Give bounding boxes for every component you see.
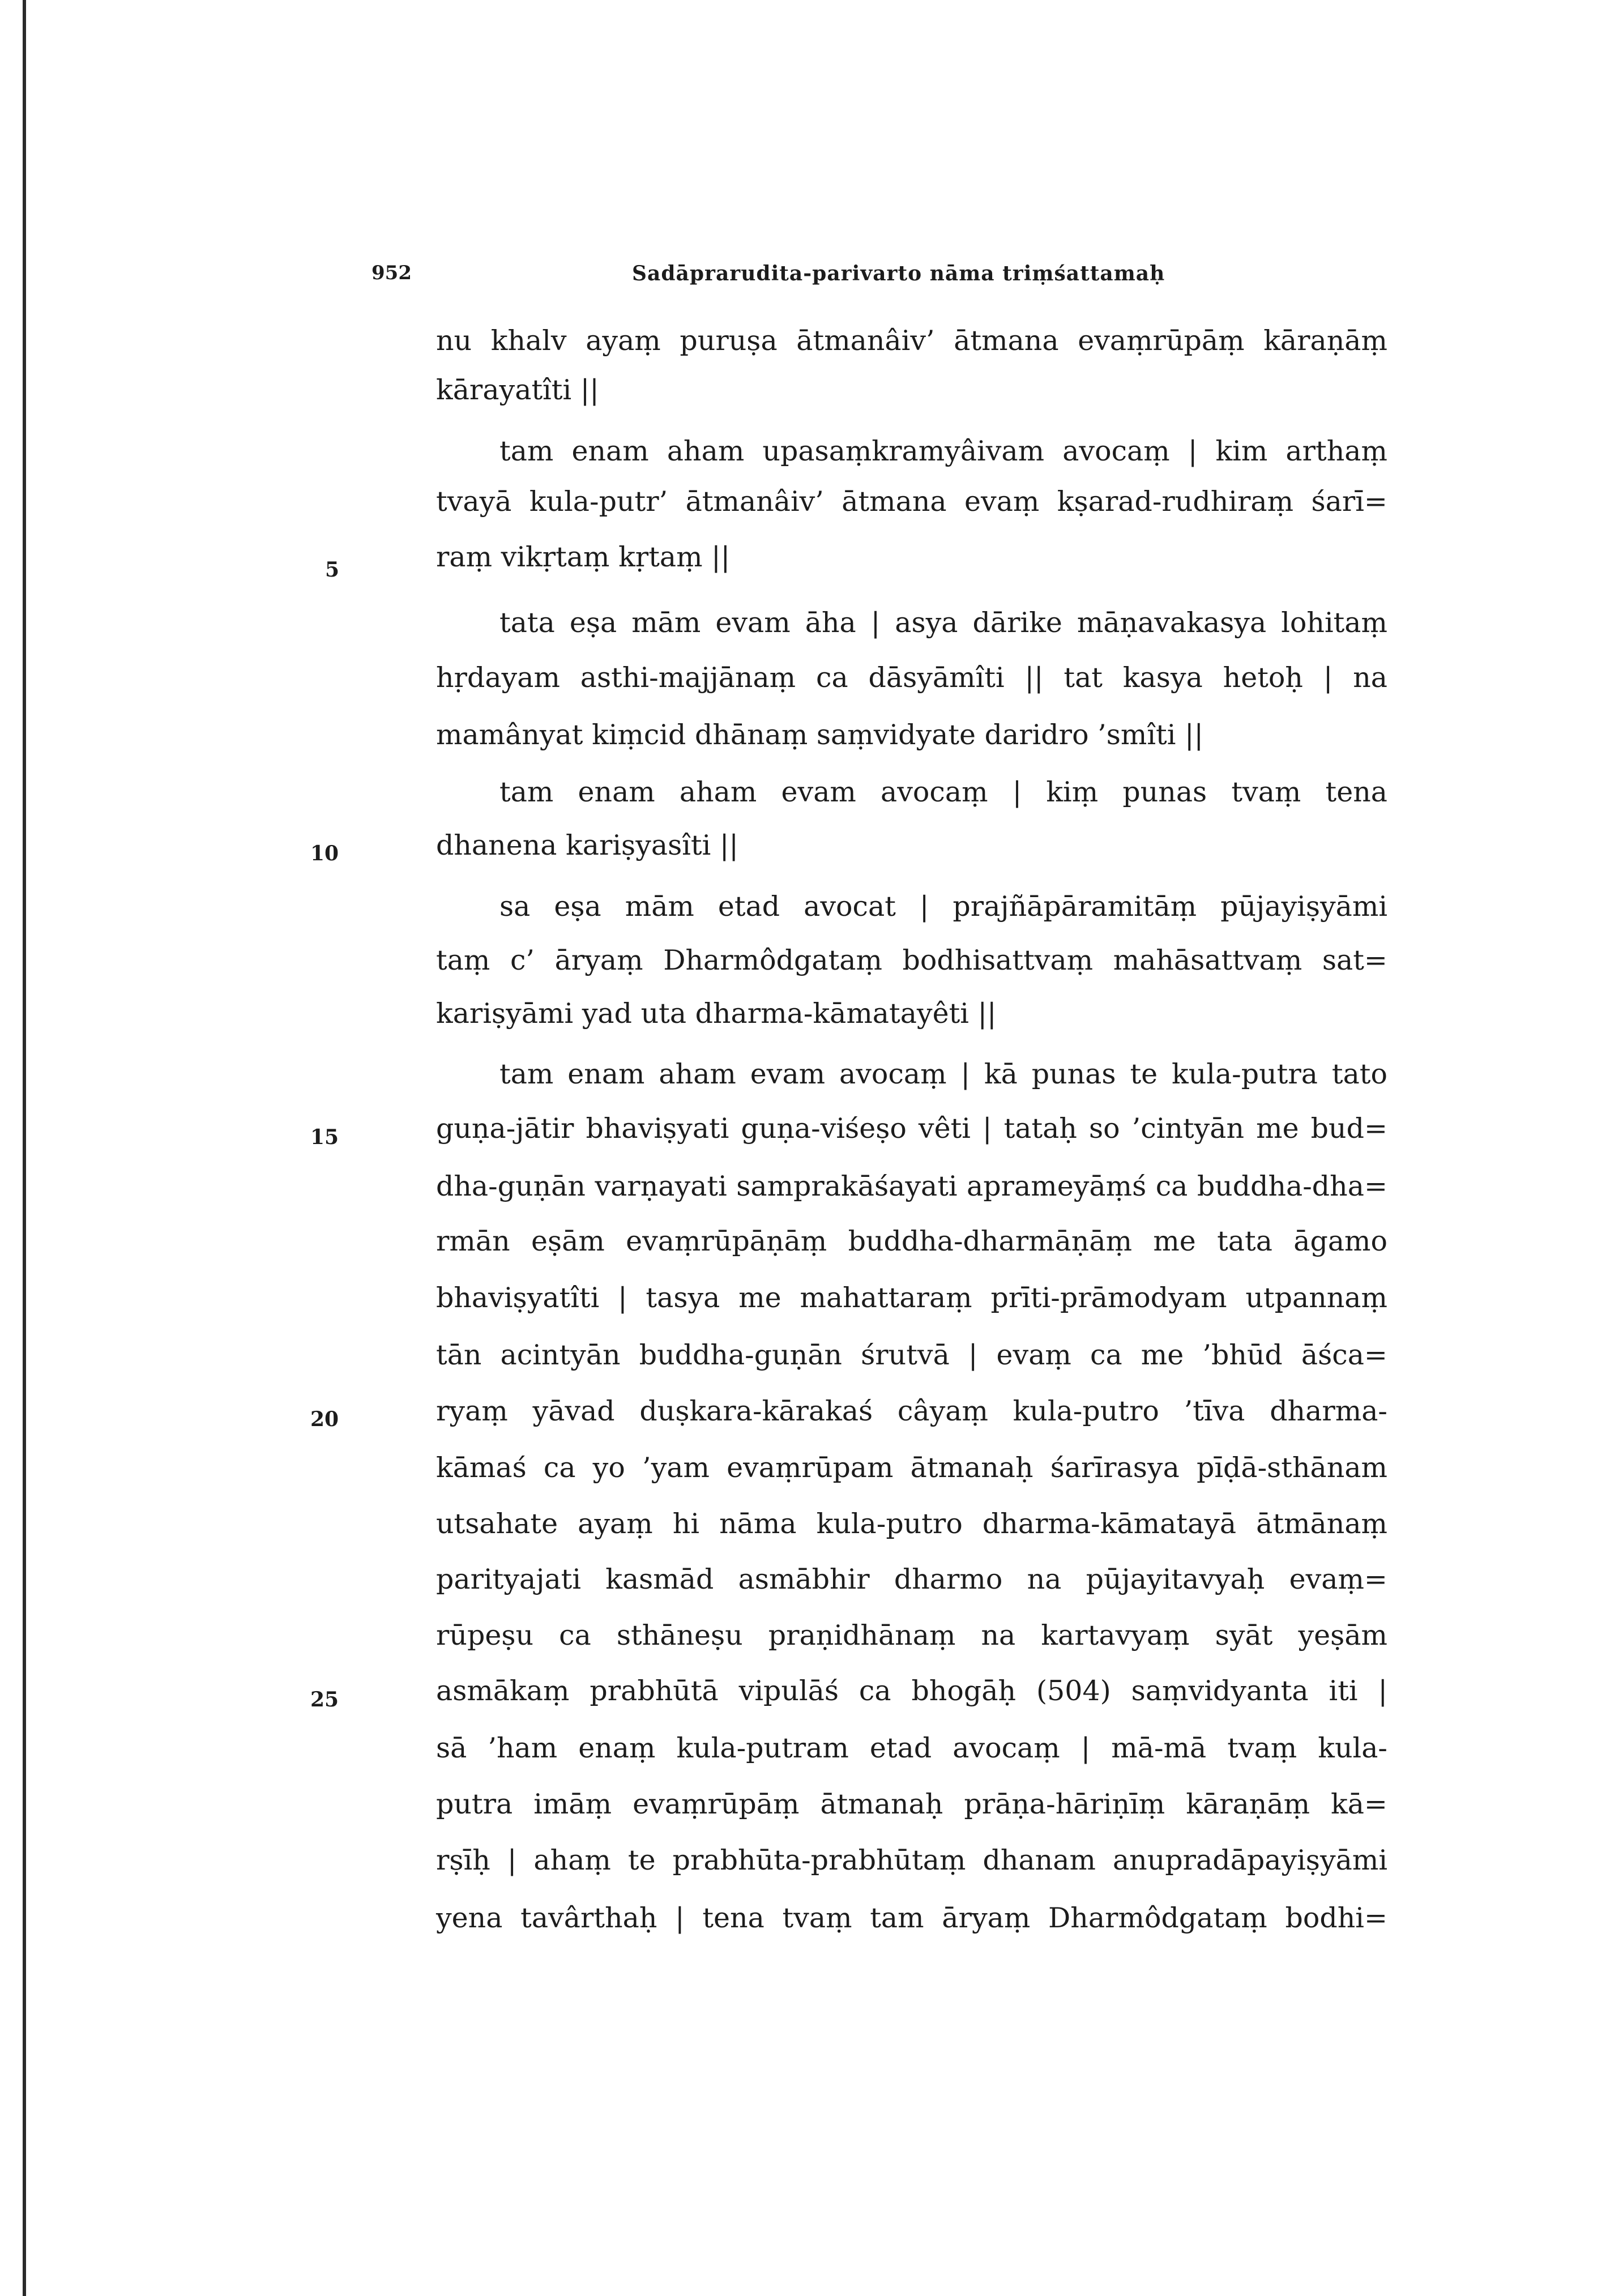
text-line: nu khalv ayaṃ puruṣa ātmanâiv’ ātmana evaṃrūpāṃ kāraṇāṃ [436, 325, 1387, 357]
text-line: dhanena kariṣyasîti || [436, 829, 738, 861]
line-number: 20 [310, 1407, 339, 1431]
text-line: putra imāṃ evaṃrūpāṃ ātmanaḥ prāṇa-hāriṇīṃ kāraṇāṃ kā= [436, 1788, 1387, 1820]
text-line: tam enam aham evam avocaṃ | kā punas te kula-putra tato [499, 1058, 1387, 1090]
text-line: dha-guṇān varṇayati samprakāśayati aprameyāṃś ca buddha-dha= [436, 1170, 1387, 1202]
line-number: 5 [325, 558, 340, 582]
text-line: parityajati kasmād asmābhir dharmo na pūjayitavyaḥ evaṃ= [436, 1563, 1387, 1595]
text-line: tam enam aham evam avocaṃ | kiṃ punas tvaṃ tena [499, 776, 1387, 808]
text-line: mamânyat kiṃcid dhānaṃ saṃvidyate daridro ’smîti || [436, 719, 1203, 751]
text-line: tam enam aham upasaṃkramyâivam avocaṃ | kim arthaṃ [499, 435, 1387, 467]
text-line: ryaṃ yāvad duṣkara-kārakaś câyaṃ kula-putro ’tīva dharma- [436, 1395, 1387, 1427]
running-title: Sadāprarudita-parivarto nāma triṃśattamaḥ [632, 262, 1165, 285]
text-line: guṇa-jātir bhaviṣyati guṇa-viśeṣo vêti | tataḥ so ’cintyān me bud= [436, 1112, 1387, 1145]
text-line: asmākaṃ prabhūtā vipulāś ca bhogāḥ (504) saṃvidyanta iti | [436, 1675, 1387, 1707]
line-number: 10 [310, 842, 339, 865]
text-line: kārayatîti || [436, 374, 599, 406]
text-line: rūpeṣu ca sthāneṣu praṇidhānaṃ na kartavyaṃ syāt yeṣām [436, 1619, 1387, 1651]
text-line: yena tavârthaḥ | tena tvaṃ tam āryaṃ Dharmôdgataṃ bodhi= [436, 1902, 1387, 1934]
page-binding-edge [23, 0, 26, 2296]
text-line: kāmaś ca yo ’yam evaṃrūpam ātmanaḥ śarīrasya pīḍā-sthānam [436, 1452, 1387, 1484]
text-line: raṃ vikṛtaṃ kṛtaṃ || [436, 541, 731, 573]
text-line: tvayā kula-putr’ ātmanâiv’ ātmana evaṃ kṣarad-rudhiraṃ śarī= [436, 485, 1387, 518]
page-header [371, 262, 1391, 290]
text-line: kariṣyāmi yad uta dharma-kāmatayêti || [436, 997, 997, 1030]
text-line: rṣīḥ | ahaṃ te prabhūta-prabhūtaṃ dhanam anupradāpayiṣyāmi [436, 1844, 1387, 1876]
line-number: 25 [310, 1688, 339, 1712]
text-line: utsahate ayaṃ hi nāma kula-putro dharma-kāmatayā ātmānaṃ [436, 1508, 1387, 1540]
text-line: rmān eṣām evaṃrūpāṇāṃ buddha-dharmāṇāṃ me tata āgamo [436, 1225, 1387, 1257]
text-line: sā ’ham enaṃ kula-putram etad avocaṃ | mā-mā tvaṃ kula- [436, 1732, 1387, 1764]
text-line: hṛdayam asthi-majjānaṃ ca dāsyāmîti || tat kasya hetoḥ | na [436, 662, 1387, 694]
page-number: 952 [371, 262, 412, 284]
text-line: sa eṣa mām etad avocat | prajñāpāramitāṃ pūjayiṣyāmi [499, 890, 1387, 923]
text-line: taṃ c’ āryaṃ Dharmôdgataṃ bodhisattvaṃ mahāsattvaṃ sat= [436, 944, 1387, 976]
line-number: 15 [310, 1125, 339, 1149]
text-line: tata eṣa mām evam āha | asya dārike māṇavakasya lohitaṃ [499, 607, 1387, 639]
text-line: tān acintyān buddha-guṇān śrutvā | evaṃ ca me ’bhūd āśca= [436, 1339, 1387, 1371]
text-line: bhaviṣyatîti | tasya me mahattaraṃ prīti-prāmodyam utpannaṃ [436, 1282, 1387, 1314]
